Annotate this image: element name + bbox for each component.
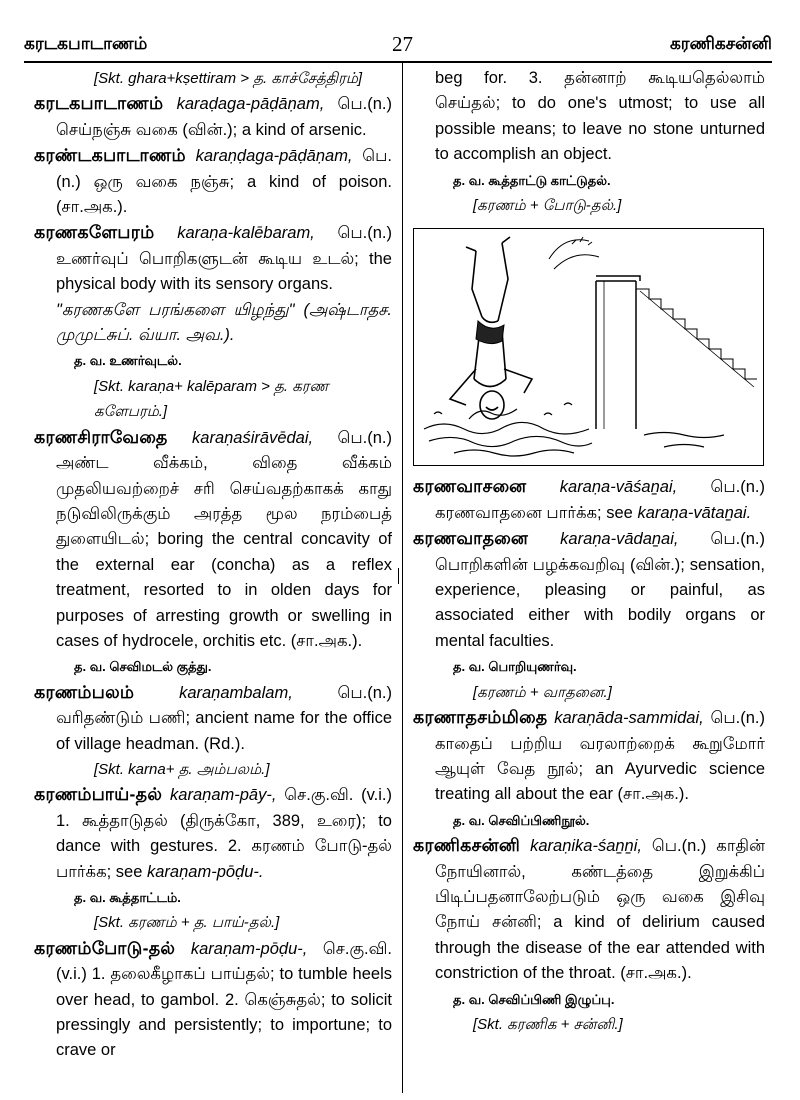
tamil-equivalent: த. வ. செவிப்பிணி இழுப்பு. [453,991,615,1007]
transliteration: karaṇam-pāy-, [170,786,277,805]
citation-quote: "கரணகளே பரங்களை யிழந்து" (அஷ்டாதச. முமுட்சுப். வ்யா. அவ.). [56,300,392,345]
column-divider-tick [398,568,399,584]
dictionary-entry [34,425,392,655]
definition: பெ.(n.) வரிதண்டும் பணி; ancient name for the office of village headman. (Rd.). [56,683,392,753]
definition: பெ.(n.) ஒரு வகை நஞ்சு; a kind of poison. (சா.அக.). [56,147,392,217]
left-column [34,66,392,1064]
headword: கரணம்பலம் [34,681,135,702]
etymology: [Skt. கரணிக + சன்னி.] [473,1015,623,1033]
dictionary-entry [34,220,392,297]
headword: கரணசிராவேதை [34,426,168,447]
dictionary-entry [413,833,765,986]
transliteration: karaṇa-vādaṉai, [560,530,679,549]
headword: கரணிகசன்னி [413,835,521,856]
dictionary-entry [34,782,392,885]
definition: பெ.(n.) செய்நஞ்சு வகை (வின்.); a kind of arsenic. [56,95,392,139]
page-header [24,30,772,56]
etymology: [கரணம் + வாதனை.] [473,683,612,701]
dictionary-entry [413,705,765,808]
tamil-equivalent: த. வ. செவிப்பிணிநூல். [453,812,590,828]
transliteration: karaḍaga-pāḍāṇam, [176,95,325,114]
right-column [413,66,765,1037]
transliteration: karaṇḍaga-pāḍāṇam, [195,147,353,166]
transliteration: karaṇa-kalēbaram, [177,224,315,243]
dictionary-entry [34,91,392,143]
definition: பெ.(n.) அண்ட வீக்கம், விதை வீக்கம் முதலியவற்றைச் சரி செய்வதற்காகக் காது நடுவிலிருக்கும் அரத்த மூல நரம்பைத் துளையிடல்; boring the central concavity of the external ear (concha) as a reflex treatment, resorted to in olden days for purposes of arresting growth or swelling in cases of hydrocele, orchitis etc. (சா.அக.). [56,428,392,650]
transliteration: karaṇāda-sammidai, [554,709,704,728]
headword: கரண்டகபாடாணம் [34,145,186,166]
headword: கரணகளேபரம் [34,222,155,243]
definition: செ.கு.வி. (v.i.) 1. கூத்தாடுதல் (திருக்கோ, 389, உரை); to dance with gestures. 2. கரணம் போடு-தல் பார்க்க; see [56,786,392,881]
definition: பெ.(n.) பொறிகளின் பழக்கவறிவு (வின்.); sensation, experience, pleasing or painful, as associated either with bodily organs or mental faculties. [435,530,765,650]
tamil-equivalent: த. வ. பொறியுணர்வு. [453,659,577,675]
cross-reference: karaṇam-pōḍu-. [147,862,264,881]
etymology: [Skt. ghara+kṣettiram > த. காச்சேத்திரம்] [94,70,363,87]
dictionary-entry [413,526,765,654]
dictionary-entry [413,474,765,526]
transliteration: karaṇambalam, [179,683,293,702]
definition: பெ.(n.) காதைப் பற்றிய வரலாற்றைக் கூறுமோர் ஆயுள் வேத நூல்; an Ayurvedic science treating all about the ear (சா.அக.). [435,709,765,804]
transliteration: karaṇaśirāvēdai, [192,428,314,447]
headword: கரடகபாடாணம் [34,93,164,114]
headword: கரணவாதனை [413,528,529,549]
running-head-right: கரணிகசன்னி [669,34,772,53]
dictionary-entry [34,143,392,220]
etymology: [கரணம் + போடு-தல்.] [473,197,622,215]
headword: கரணம்போடு-தல் [34,937,176,958]
dictionary-entry [34,936,392,1064]
definition: பெ.(n.) உணர்வுப் பொறிகளுடன் கூடிய உடல்; the physical body with its sensory organs. [56,224,392,294]
headword: கரணவாசனை [413,476,527,497]
definition: பெ.(n.) கரணவாதனை பார்க்க; see [435,478,765,522]
cross-reference: karaṇa-vātaṉai. [637,503,752,522]
header-rule [24,61,772,63]
column-divider [402,63,403,1093]
tamil-equivalent: த. வ. கூத்தாட்டம். [74,890,181,905]
dictionary-entry [34,680,392,757]
entry-continuation: beg for. 3. தன்னாற் கூடியதெல்லாம் செய்தல்; to do one's utmost; to use all possible means; to leave no stone unturned to accomplish an object. [435,69,765,164]
etymology: [Skt. karna+ த. அம்பலம்.] [94,760,270,778]
etymology: [Skt. கரணம் + த. பாய்-தல்.] [94,914,280,932]
running-head-left: கரடகபாடாணம் [24,34,148,53]
headword: கரணம்பாய்-தல் [34,784,163,805]
transliteration: karaṇika-śaṉṉi, [530,837,642,856]
transliteration: karaṇa-vāśaṉai, [559,478,678,497]
transliteration: karaṇam-pōḍu-, [190,939,308,958]
etymology: [Skt. karaṇa+ kalēparam > த. கரண களேபரம்.] [94,377,329,421]
tamil-equivalent: த. வ. கூத்தாட்டு காட்டுதல். [453,172,611,188]
definition: செ.கு.வி. (v.i.) 1. தலைகீழாகப் பாய்தல்; to tumble heels over head, to gambol. 2. கெஞ்சுதல்; to solicit pressingly and persistently; to importune; to crave or [56,939,392,1060]
headword: கரணாதசம்மிதை [413,707,548,728]
tamil-equivalent: த. வ. உணர்வுடல். [74,353,182,369]
diver-illustration [413,228,764,466]
tamil-equivalent: த. வ. செவிமடல் குத்து. [74,659,212,675]
definition: பெ.(n.) காதின் நோயினால், கண்டத்தை இறுக்கிப் பிடிப்பதனாலேற்படும் ஒரு வகை இசிவு நோய் சன்னி; a kind of delirium caused through the disease of the ear attended with constriction of the throat. (சா.அக.). [435,837,765,983]
page-number: 27 [392,32,413,56]
diver-drawing [414,229,763,465]
